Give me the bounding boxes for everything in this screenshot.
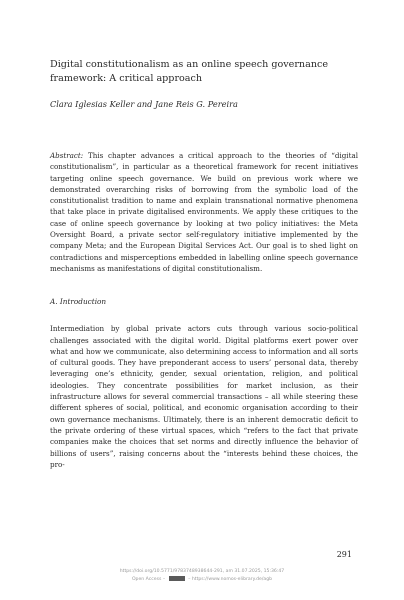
abstract-label: Abstract: (50, 151, 84, 160)
footer-open-access: Open Access – (131, 576, 166, 582)
section-body-text: Intermediation by global private actors cuts through various socio-political challenges associated with the digital world. Digital platforms exert power over what and how we communicate, also determining access to information and all sorts of cultural goods. They have preponderant access to users’ personal data, thereby leveraging one’s ethnicity, gender, sexual orientation, religion, and political ideologies. They concentrate possibilities for market inclusion, as their infrastructure allows for several commercial transactions – all while steering these different spheres of social, political, and economic organisation according to their own governance mechanisms. Ultimately, there is an inherent democratic deficit to the private ordering of these virtual spaces, which “refers to the fact that private companies make the choices that set norms and directly influence the behavior of billions of users”, raising concerns about the “interests behind these choices, the pro- (50, 324, 358, 469)
abstract-text: This chapter advances a critical approach to the theories of “digital constitutionalism”, in particular as a theoretical framework for recent initiatives targeting online speech governance. We build on previous work where we demonstrated overarching risks of borrowing from the symbolic load of the constitutionalist tradition to name and explain transnational normative phenomena that take place in private digitalised environments. We apply these critiques to the case of online speech governance by looking at two policy initiatives: the Meta Oversight Board, a private sector self-regulatory initiative implemented by the company Meta; and the European Digital Services Act. Our goal is to shed light on contradictions and misperceptions embedded in labelling online speech governance mechanisms as manifestations of digital constitutionalism. (50, 151, 358, 273)
section-heading: A. Introduction (50, 297, 107, 307)
authors-line: Clara Iglesias Keller and Jane Reis G. Pereira (50, 99, 238, 109)
footer-license-line (0, 576, 404, 584)
footer-watermark (0, 569, 404, 583)
abstract (50, 150, 358, 274)
cc-license-icon (169, 576, 185, 581)
chapter-title: Digital constitutionalism as an online speech governance framework: A critical approach (50, 59, 329, 84)
page-number: 291 (336, 550, 352, 559)
page-content (50, 58, 358, 470)
footer-doi-line: https://doi.org/10.5771/9783748938644-291, am 31.07.2025, 15:36:47 (119, 569, 285, 574)
footer-agb-link[interactable]: – https://www.nomos-elibrary.de/agb (188, 576, 273, 582)
